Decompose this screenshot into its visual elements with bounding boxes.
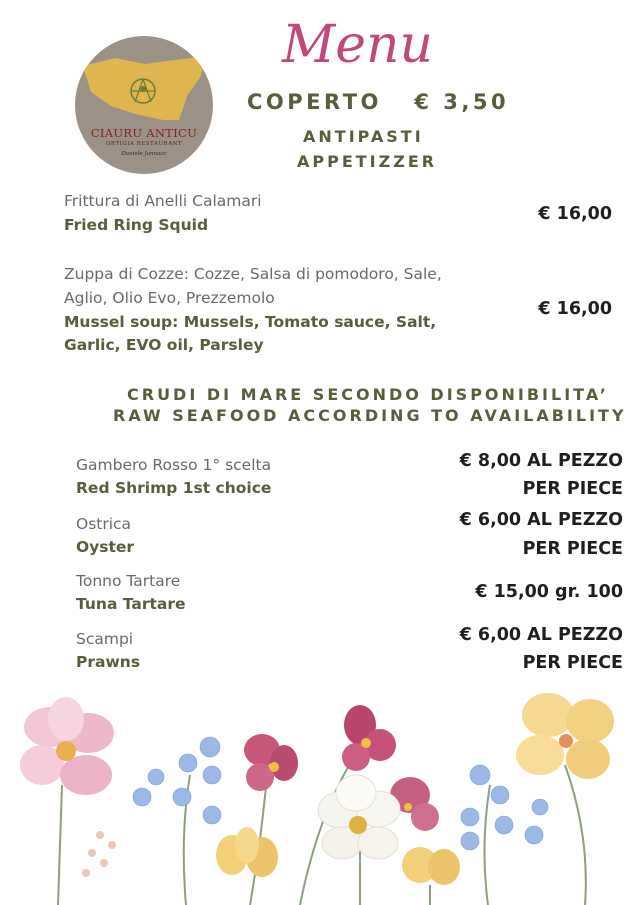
crudo-name-en: Tuna Tartare: [76, 595, 186, 613]
section-crudi-it: CRUDI DI MARE SECONDO DISPONIBILITA’: [127, 385, 609, 404]
crudo-price: € 8,00 AL PEZZO: [459, 451, 623, 471]
item-name-it: Zuppa di Cozze: Cozze, Salsa di pomodoro, Sale,: [64, 265, 442, 283]
logo-subtitle: ORTIGIA RESTAURANT: [105, 141, 183, 147]
crudo-price-unit: PER PIECE: [522, 539, 623, 559]
crudo-price-unit: PER PIECE: [522, 479, 623, 499]
menu-title-text: Menu: [282, 15, 433, 75]
item-name-it: Aglio, Olio Evo, Prezzemolo: [64, 289, 275, 307]
crudo-name-en: Oyster: [76, 538, 135, 556]
crudo-price-unit: PER PIECE: [522, 653, 623, 673]
restaurant-logo: [75, 36, 213, 174]
item-name-en: Mussel soup: Mussels, Tomato sauce, Salt,: [64, 313, 437, 331]
section-antipasti-it: ANTIPASTI: [303, 127, 424, 146]
white-flower-icon: [318, 775, 400, 859]
item-price: € 16,00: [538, 299, 612, 319]
floral-decoration: [0, 685, 640, 905]
menu-title: [278, 6, 458, 76]
crudo-name-en: Red Shrimp 1st choice: [76, 479, 272, 497]
crudo-name-en: Prawns: [76, 653, 141, 671]
bud-icon: [82, 831, 116, 877]
item-name-en: Fried Ring Squid: [64, 216, 209, 234]
item-name-it: Frittura di Anelli Calamari: [64, 192, 262, 210]
logo-signature: Daniele Jannacc: [121, 151, 167, 157]
crudo-price: € 15,00 gr. 100: [475, 582, 623, 602]
coperto-label: COPERTO: [247, 90, 382, 114]
coperto-price: € 3,50: [414, 90, 510, 114]
crudo-price: € 6,00 AL PEZZO: [459, 625, 623, 645]
crudo-price: € 6,00 AL PEZZO: [459, 510, 623, 530]
crudo-name-it: Tonno Tartare: [76, 572, 181, 590]
coperto-line: [247, 90, 509, 114]
section-antipasti-en: APPETIZZER: [297, 152, 438, 171]
section-crudi-en: RAW SEAFOOD ACCORDING TO AVAILABILITY: [113, 406, 627, 425]
pink-flower-icon: [20, 697, 114, 795]
crudo-name-it: Ostrica: [76, 515, 132, 533]
item-name-en: Garlic, EVO oil, Parsley: [64, 336, 264, 354]
logo-name: CIAURU ANTICU: [90, 126, 198, 140]
crudo-name-it: Scampi: [76, 630, 134, 648]
crudo-name-it: Gambero Rosso 1° scelta: [76, 456, 272, 474]
item-price: € 16,00: [538, 204, 612, 224]
